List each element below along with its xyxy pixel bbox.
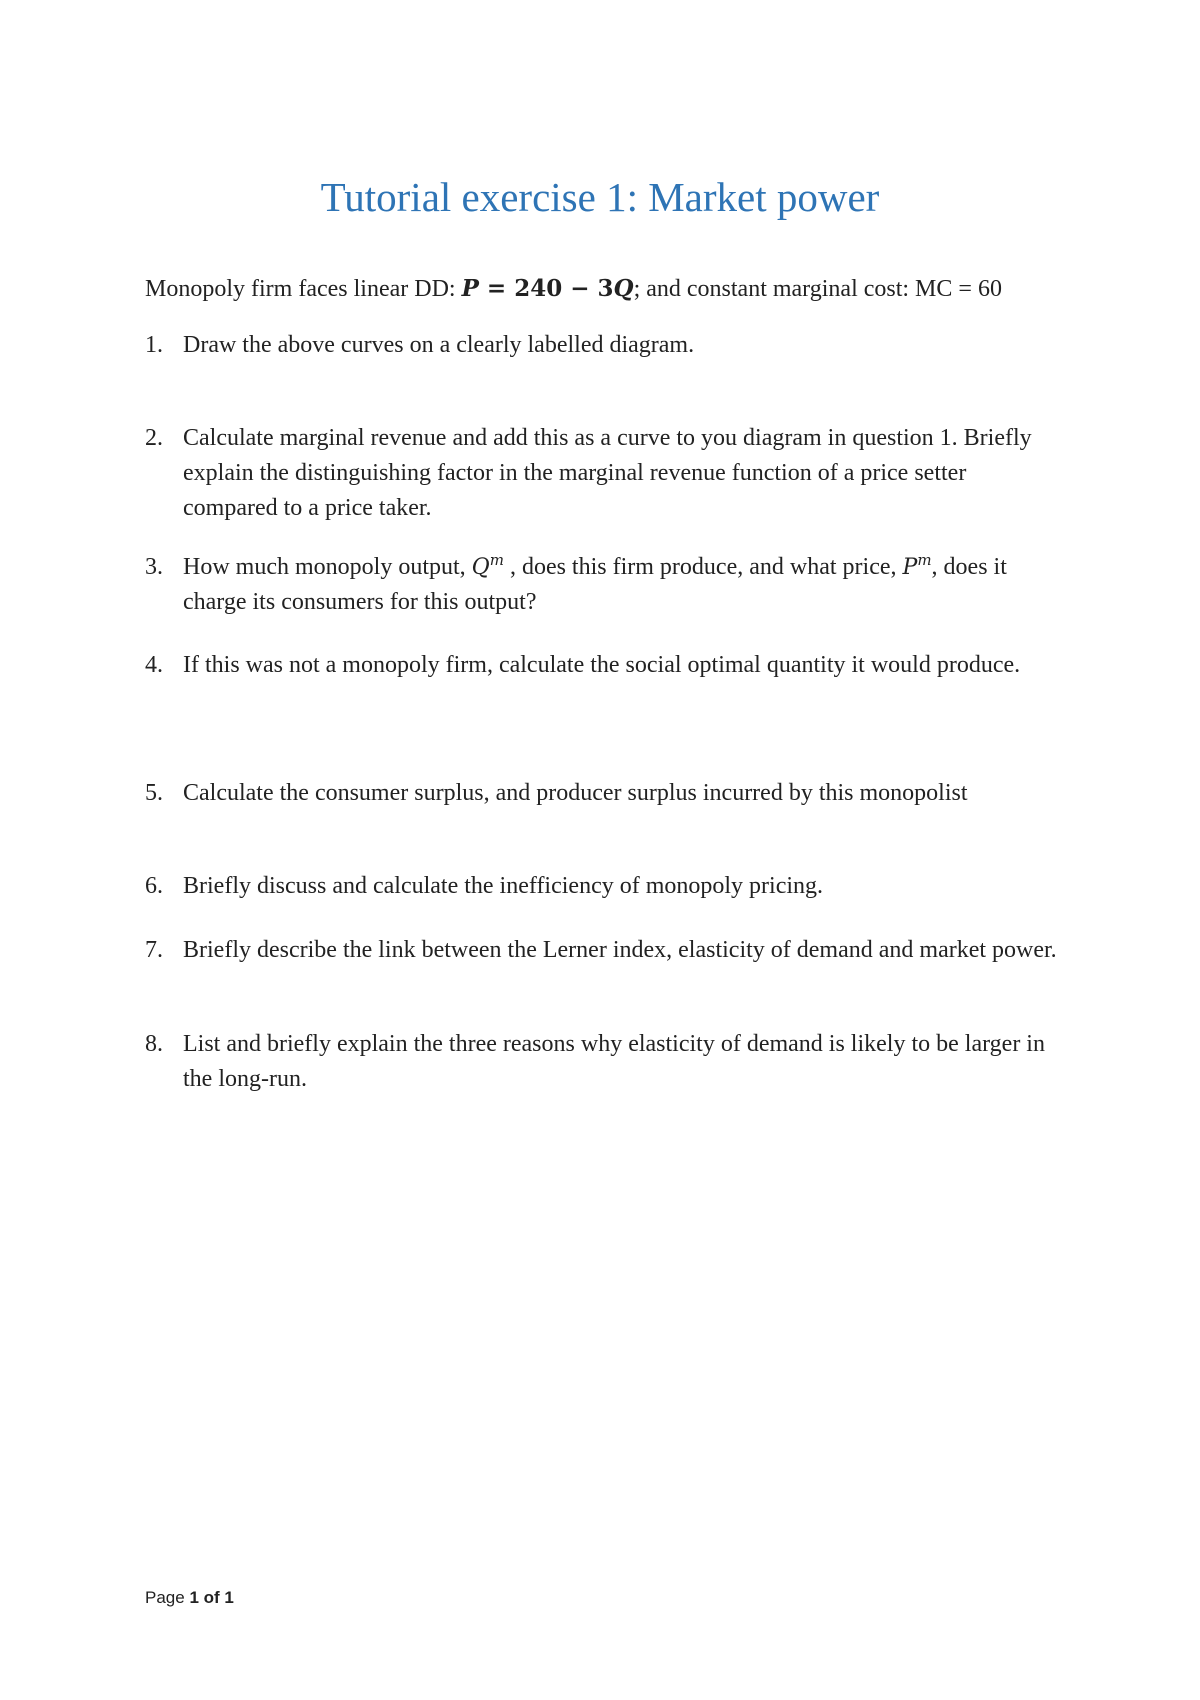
- equation-lhs: P: [461, 275, 479, 302]
- symbol-superscript: m: [917, 551, 932, 569]
- question-number: 4.: [145, 652, 163, 678]
- page-footer: [145, 1588, 234, 1608]
- question-text: Briefly discuss and calculate the inefficiency of monopoly pricing.: [183, 873, 824, 899]
- equation-constant: 240: [514, 275, 563, 302]
- question-number: 6.: [145, 873, 163, 899]
- question-3-part-3: , does it charge its consumers for this output?: [183, 554, 1007, 615]
- question-number: 2.: [145, 425, 163, 451]
- question-number: 7.: [145, 937, 163, 963]
- question-7: [145, 933, 1065, 968]
- equation-coefficient: 3: [597, 275, 614, 302]
- question-number: 1.: [145, 332, 163, 358]
- demand-equation: [462, 275, 634, 302]
- question-3-part-2: , does this firm produce, and what price,: [503, 554, 903, 580]
- intro-paragraph: [145, 271, 1065, 307]
- question-number: 8.: [145, 1031, 163, 1057]
- footer-page-word: Page: [145, 1588, 185, 1607]
- monopoly-output-symbol: [471, 551, 504, 580]
- equation-minus: −: [562, 275, 598, 302]
- question-text: If this was not a monopoly firm, calculate the social optimal quantity it would produce.: [183, 652, 1021, 678]
- question-text: Calculate the consumer surplus, and producer surplus incurred by this monopolist: [183, 780, 968, 806]
- question-8: [145, 1027, 1065, 1097]
- equation-variable: Q: [613, 275, 634, 302]
- footer-current-page: 1: [189, 1588, 199, 1607]
- question-1: [145, 328, 1065, 363]
- symbol-base: Q: [471, 555, 490, 580]
- question-text: [183, 550, 1065, 620]
- symbol-base: P: [902, 555, 918, 580]
- footer-of-word: of: [203, 1588, 220, 1607]
- footer-total-pages: 1: [224, 1588, 234, 1607]
- monopoly-price-symbol: [902, 551, 932, 580]
- question-text: Calculate marginal revenue and add this as a curve to you diagram in question 1. Briefly explain the distinguishing factor in the marginal revenue function of a price setter compared to a price taker.: [183, 425, 1032, 521]
- question-4: [145, 648, 1065, 683]
- question-text: Briefly describe the link between the Lerner index, elasticity of demand and market power.: [183, 937, 1057, 963]
- question-text: List and briefly explain the three reasons why elasticity of demand is likely to be larger in the long-run.: [183, 1031, 1045, 1092]
- question-2: [145, 421, 1065, 526]
- intro-suffix: ; and constant marginal cost: MC = 60: [633, 276, 1002, 302]
- question-6: [145, 869, 1065, 904]
- question-number: 3.: [145, 554, 163, 580]
- intro-prefix: Monopoly firm faces linear DD:: [145, 276, 462, 302]
- symbol-superscript: m: [489, 551, 504, 569]
- question-5: [145, 776, 1065, 811]
- document-title: Tutorial exercise 1: Market power: [320, 174, 880, 220]
- question-3: [145, 550, 1065, 620]
- question-3-part-1: How much monopoly output,: [183, 554, 472, 580]
- question-number: 5.: [145, 780, 163, 806]
- question-text: Draw the above curves on a clearly labelled diagram.: [183, 332, 695, 358]
- equation-equals: =: [478, 275, 515, 302]
